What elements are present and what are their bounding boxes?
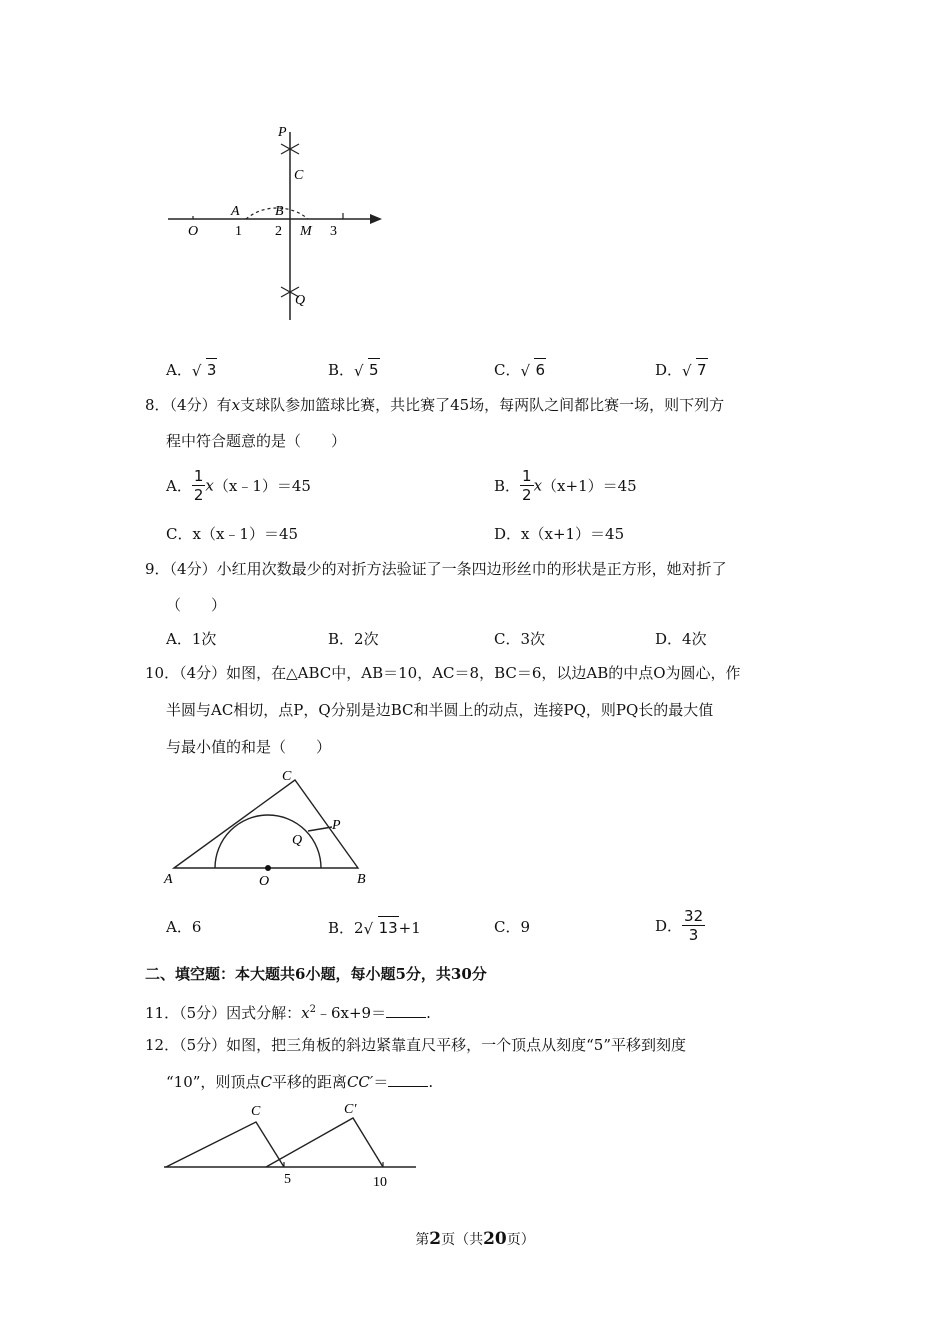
q10-option-b[interactable]: B．2 √ 13+1 [328,916,421,939]
q7-option-a[interactable]: A． √ 3 [166,358,217,381]
label-5: 5 [284,1172,291,1187]
label-B: B [357,872,366,887]
q10-stem-line3: 与最小值的和是（ ） [166,738,332,756]
arrow-head [370,214,382,224]
label-C: C [251,1104,261,1119]
q12-stem-line1: 12．（5分）如图，把三角板的斜边紧靠直尺平移，一个顶点从刻度“5”平移到刻度 [145,1036,687,1054]
label-P: P [332,818,341,833]
label-A: A [164,872,173,887]
semicircle [215,815,321,868]
label-B: B [275,204,284,219]
label-O: O [259,874,270,889]
q8-option-a[interactable]: A． $\frac{1}{2}$ x（x﹣1）＝45 [166,467,311,504]
q9-option-b[interactable]: B．2次 [328,630,379,648]
q9-option-a[interactable]: A．1次 [166,630,217,648]
q11-answer-blank[interactable] [386,1003,426,1018]
label-2: 2 [275,224,282,239]
label-Q: Q [292,833,303,848]
q7-figure [160,120,400,330]
q10-option-d[interactable]: D． $\frac{32}{3}$ [655,907,704,944]
label-10: 10 [373,1175,387,1190]
q8-stem-line2: 程中符合题意的是（ ） [166,432,347,450]
triangle-1 [166,1122,284,1167]
label-A: A [231,204,240,219]
label-M: M [300,224,312,239]
triangle-ABC [174,780,358,868]
triangle-2 [266,1118,383,1167]
q10-figure [160,762,380,892]
q9-stem-line2: （ ） [166,596,227,614]
q8-option-b[interactable]: B． $\frac{1}{2}$ x（x+1）＝45 [494,467,637,504]
label-C: C [282,769,292,784]
segment-PQ [308,827,332,831]
q7-option-b[interactable]: B． √ 5 [328,358,380,381]
q9-stem-line1: 9．（4分）小红用次数最少的对折方法验证了一条四边形丝巾的形状是正方形，她对折了 [145,560,727,578]
q12-figure [160,1098,430,1193]
label-O: O [188,224,199,239]
q8-stem-line1: 8．（4分）有x支球队参加篮球比赛，共比赛了45场，每两队之间都比赛一场，则下列方 [145,396,725,414]
q10-option-a[interactable]: A．6 [166,918,202,936]
section-2-title: 二、填空题：本大题共6小题，每小题5分，共30分 [145,965,487,983]
label-Q: Q [295,293,306,308]
q8-option-c[interactable]: C．x（x﹣1）＝45 [166,525,299,543]
q7-option-c[interactable]: C． √ 6 [494,358,546,381]
label-3: 3 [330,224,337,239]
label-P: P [278,125,287,140]
label-C: C [294,168,304,183]
q12-stem-line2: “10”，则顶点C平移的距离CC′＝ . [166,1073,434,1091]
q7-option-d[interactable]: D． √ 7 [655,358,708,381]
label-C-prime: C′ [344,1102,357,1117]
page-footer: 第2页（共20页） [415,1229,535,1249]
q8-option-d[interactable]: D．x（x+1）＝45 [494,525,625,543]
q9-option-d[interactable]: D．4次 [655,630,707,648]
q10-stem-line2: 半圆与AC相切，点P，Q分别是边BC和半圆上的动点，连接PQ，则PQ长的最大值 [166,701,714,719]
q11-stem: 11．（5分）因式分解：$x^2﹣6x+9=$ . [145,1004,431,1022]
label-1: 1 [235,224,242,239]
q10-option-c[interactable]: C．9 [494,918,531,936]
q12-answer-blank[interactable] [388,1072,428,1087]
q10-stem-line1: 10．（4分）如图，在△ABC中，AB＝10，AC＝8，BC＝6，以边AB的中点O为圆心，作 [145,664,741,682]
q9-option-c[interactable]: C．3次 [494,630,546,648]
center-O [265,865,271,871]
